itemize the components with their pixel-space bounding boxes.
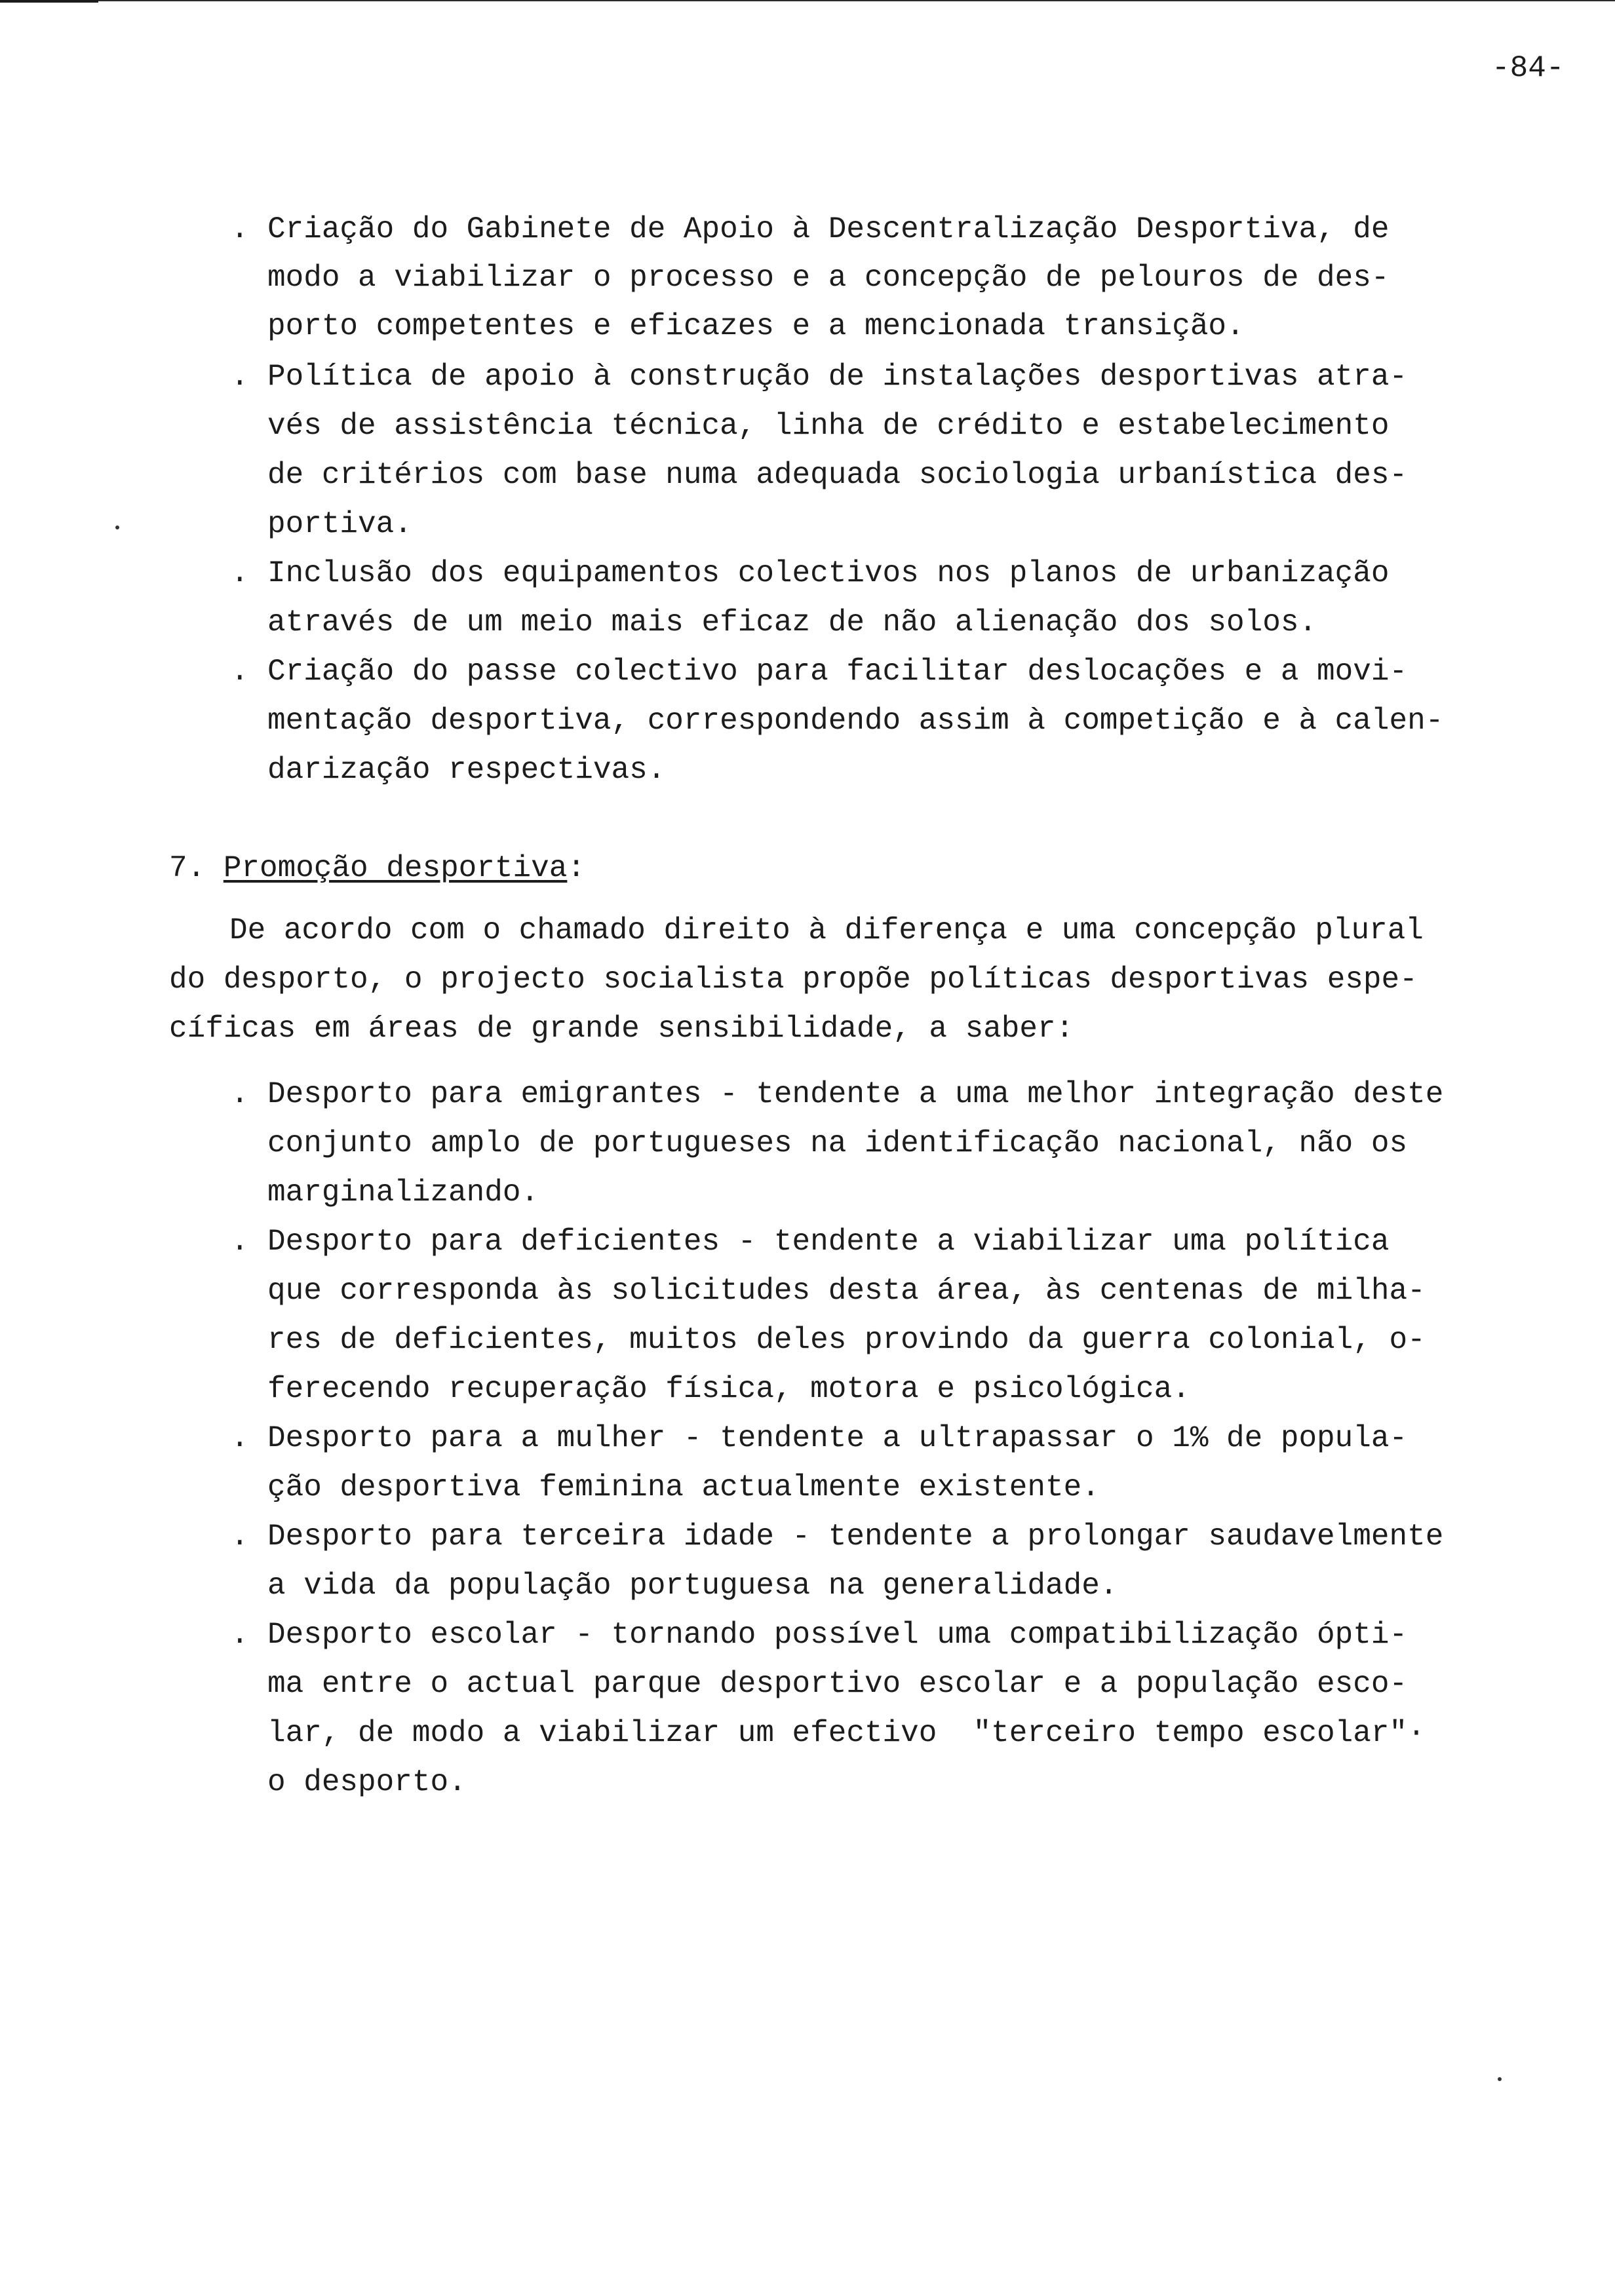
text-line: De acordo com o chamado direito à diferença e uma concepção plural [229, 913, 1424, 947]
bullet-marker: . [231, 655, 249, 689]
text-line: cíficas em áreas de grande sensibilidade, a saber: [169, 1012, 1074, 1046]
text-line: ferecendo recuperação física, motora e psicológica. [267, 1372, 1190, 1406]
text-line: ma entre o actual parque desportivo escolar e a população esco- [267, 1667, 1408, 1701]
text-line: Criação do passe colectivo para facilitar deslocações e a movi- [267, 655, 1408, 689]
text-line: porto competentes e eficazes e a mencionada transição. [267, 309, 1245, 343]
text-line: de critérios com base numa adequada sociologia urbanística des- [267, 458, 1408, 492]
text-line: o desporto. [267, 1765, 467, 1799]
section-number: 7. [169, 851, 206, 885]
text-line: Inclusão dos equipamentos colectivos nos planos de urbanização [267, 556, 1390, 590]
bullet-marker: . [231, 1421, 249, 1455]
text-line: ção desportiva feminina actualmente existente. [267, 1470, 1100, 1504]
bullet-marker: . [231, 1225, 249, 1259]
section-colon: : [567, 851, 585, 885]
text-line: Política de apoio à construção de instalações desportivas atra- [267, 360, 1408, 394]
text-line: Desporto escolar - tornando possível uma compatibilização ópti- [267, 1618, 1408, 1652]
text-line: res de deficientes, muitos deles provindo da guerra colonial, o- [267, 1323, 1426, 1357]
text-line: que corresponda às solicitudes desta área, às centenas de milha- [267, 1274, 1426, 1308]
top-border-line [0, 0, 1615, 5]
top-border-mark [0, 0, 98, 3]
scan-speck [115, 526, 119, 529]
text-line: conjunto amplo de portugueses na identificação nacional, não os [267, 1126, 1408, 1160]
page-number: -84- [1492, 51, 1565, 85]
text-line: portiva. [267, 507, 412, 541]
bullet-marker: . [231, 1077, 249, 1111]
text-line: Desporto para deficientes - tendente a viabilizar uma política [267, 1225, 1390, 1259]
text-line: mentação desportiva, correspondendo assim à competição e à calen- [267, 704, 1444, 738]
text-line: do desporto, o projecto socialista propõe políticas desportivas espe- [169, 963, 1418, 997]
text-line: Desporto para a mulher - tendente a ultrapassar o 1% de popula- [267, 1421, 1408, 1455]
section-title: Promoção desportiva [223, 851, 568, 885]
bullet-marker: . [231, 556, 249, 590]
section-heading [169, 849, 585, 888]
text-line: darização respectivas. [267, 753, 666, 787]
scan-speck [1498, 2077, 1502, 2081]
text-line: lar, de modo a viabilizar um efectivo "terceiro tempo escolar"· [267, 1716, 1426, 1750]
bullet-marker: . [231, 1618, 249, 1652]
text-line: através de um meio mais eficaz de não alienação dos solos. [267, 605, 1317, 640]
text-line: a vida da população portuguesa na generalidade. [267, 1569, 1118, 1603]
text-line: Criação do Gabinete de Apoio à Descentralização Desportiva, de [267, 212, 1390, 246]
bullet-marker: . [231, 360, 249, 394]
text-line: vés de assistência técnica, linha de crédito e estabelecimento [267, 409, 1390, 443]
text-line: Desporto para emigrantes - tendente a uma melhor integração deste [267, 1077, 1444, 1111]
text-line: modo a viabilizar o processo e a concepção de pelouros de des- [267, 261, 1390, 295]
bullet-marker: . [231, 212, 249, 246]
text-line: Desporto para terceira idade - tendente a prolongar saudavelmente [267, 1520, 1444, 1554]
bullet-marker: . [231, 1520, 249, 1554]
text-line: marginalizando. [267, 1176, 539, 1210]
